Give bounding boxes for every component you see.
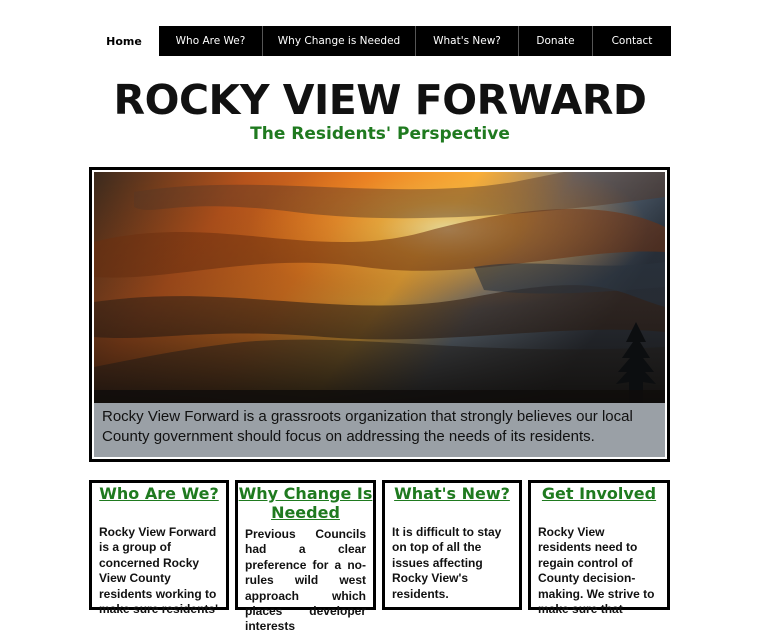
- card-title-why-change[interactable]: Why Change Is Needed: [238, 484, 373, 522]
- card-title-get-involved[interactable]: Get Involved: [541, 484, 657, 503]
- nav-contact[interactable]: Contact: [593, 26, 671, 56]
- nav-whats-new[interactable]: What's New?: [416, 26, 519, 56]
- main-nav: [89, 26, 671, 56]
- card-body-who-are-we: Rocky View Forward is a group of concerned Rocky View County residents working to make sure residents': [99, 525, 218, 617]
- card-who-are-we: [89, 480, 229, 617]
- card-body-whats-new: It is difficult to stay on top of all the issues affecting Rocky View's residents.: [392, 525, 502, 601]
- card-title-who-are-we[interactable]: Who Are We?: [99, 484, 219, 503]
- nav-why-change[interactable]: Why Change is Needed: [263, 26, 416, 56]
- card-get-involved: [528, 480, 670, 617]
- hero-section: [89, 167, 670, 462]
- card-whats-new: [382, 480, 522, 610]
- card-why-change: [235, 480, 376, 634]
- site-title: ROCKY VIEW FORWARD: [113, 76, 647, 124]
- hero-caption: Rocky View Forward is a grassroots organization that strongly believes our local County government should focus on addressing the needs of its residents.: [94, 403, 665, 457]
- sunset-sky-image: [94, 172, 665, 403]
- card-body-get-involved: Rocky View residents need to regain control of County decision-making. We strive to make sure that: [538, 525, 655, 617]
- nav-who-are-we[interactable]: Who Are We?: [159, 26, 263, 56]
- nav-donate[interactable]: Donate: [519, 26, 593, 56]
- site-tagline: The Residents' Perspective: [250, 124, 510, 144]
- card-title-whats-new[interactable]: What's New?: [394, 484, 510, 503]
- card-body-why-change: Previous Councils had a clear preference for a no-rules wild west approach which places developer interests: [245, 527, 366, 634]
- nav-home[interactable]: Home: [89, 26, 159, 56]
